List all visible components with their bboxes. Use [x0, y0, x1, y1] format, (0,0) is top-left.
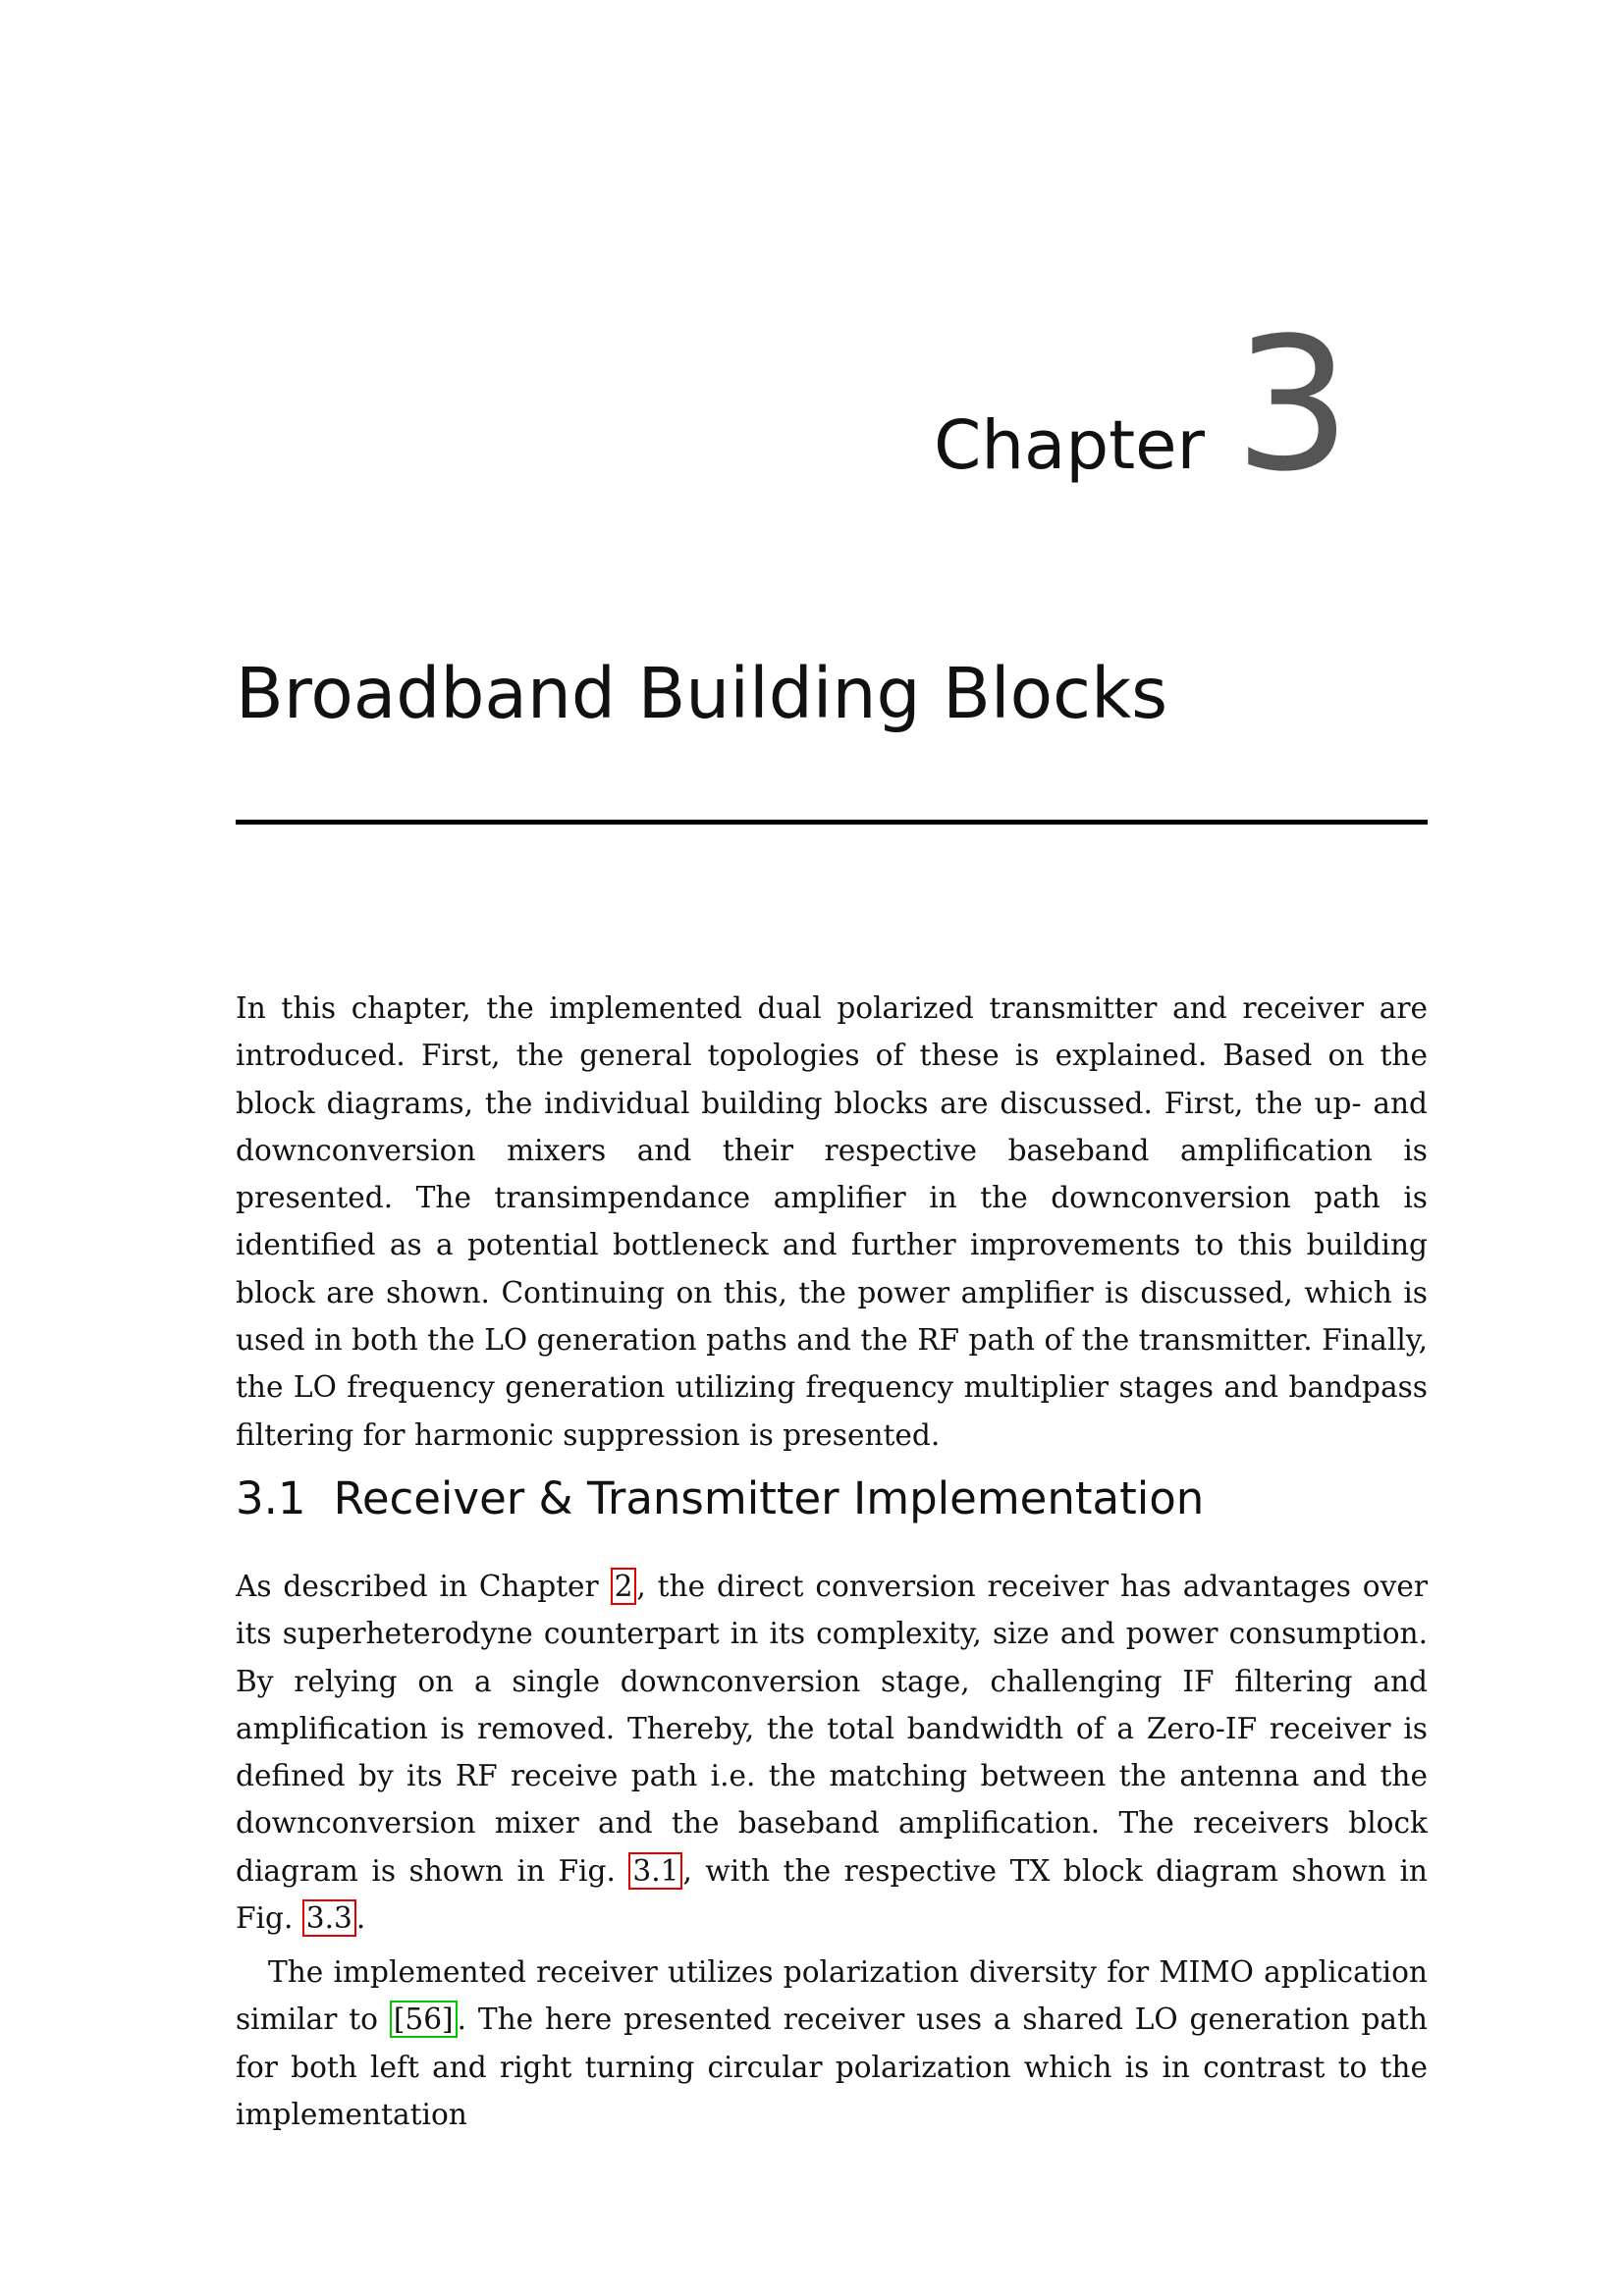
chapter-label: Chapter [934, 406, 1206, 485]
chapter-heading [934, 298, 1351, 512]
citation-link[interactable]: [56] [390, 2001, 458, 2038]
intro-paragraph: In this chapter, the implemented dual polarized transmitter and receiver are introduced. First, the general topologies of these is explained. Based on the block diagrams, the individual building blocks are discussed. First, the up- and downconversion mixers and their respective baseband amplification is presented. The transimpendance amplifier in the downconversion path is identified as a potential bottleneck and further improvements to this building block are shown. Continuing on this, the power amplifier is discussed, which is used in both the LO generation paths and the RF path of the transmitter. Finally, the LO frequency generation utilizing frequency multiplier stages and bandpass filtering for harmonic suppression is presented. [236, 991, 1428, 1452]
chapter-title: Broadband Building Blocks [236, 653, 1168, 734]
figure-reference-link[interactable]: 3.3 [302, 1899, 356, 1937]
paragraph-text: , the direct conversion receiver has advantages over its superheterodyne counterpart in its complexity, size and power consumption. By relying on a single downconversion stage, challenging IF filtering and amplification is removed. Thereby, the total bandwidth of a Zero-IF receiver is defined by its RF receive path i.e. the matching between the antenna and the downconversion mixer and the baseband amplification. The receivers block diagram is shown in Fig. [236, 1570, 1428, 1888]
section-title: Receiver & Transmitter Implementation [333, 1472, 1205, 1524]
chapter-reference-link[interactable]: 2 [611, 1568, 637, 1605]
paragraph-text: . [355, 1901, 366, 1936]
section-number: 3.1 [236, 1472, 306, 1524]
paragraph-text: . The here presented receiver uses a shared LO generation path for both left and right turning circular polarization which is in contrast to the implementation [236, 2002, 1428, 2131]
chapter-title-rule [236, 820, 1428, 825]
paragraph-text: The implemented receiver utilizes polarization diversity for MIMO application similar to [236, 1955, 1428, 2037]
figure-reference-link[interactable]: 3.1 [628, 1852, 682, 1890]
section-heading [236, 1472, 1204, 1524]
section-paragraph-1 [236, 1563, 1428, 1942]
paragraph-text: , with the respective TX block diagram shown in Fig. [236, 1853, 1428, 1936]
paragraph-text: As described in Chapter [236, 1570, 611, 1603]
section-paragraph-2 [236, 1949, 1428, 2138]
chapter-number: 3 [1234, 298, 1351, 512]
